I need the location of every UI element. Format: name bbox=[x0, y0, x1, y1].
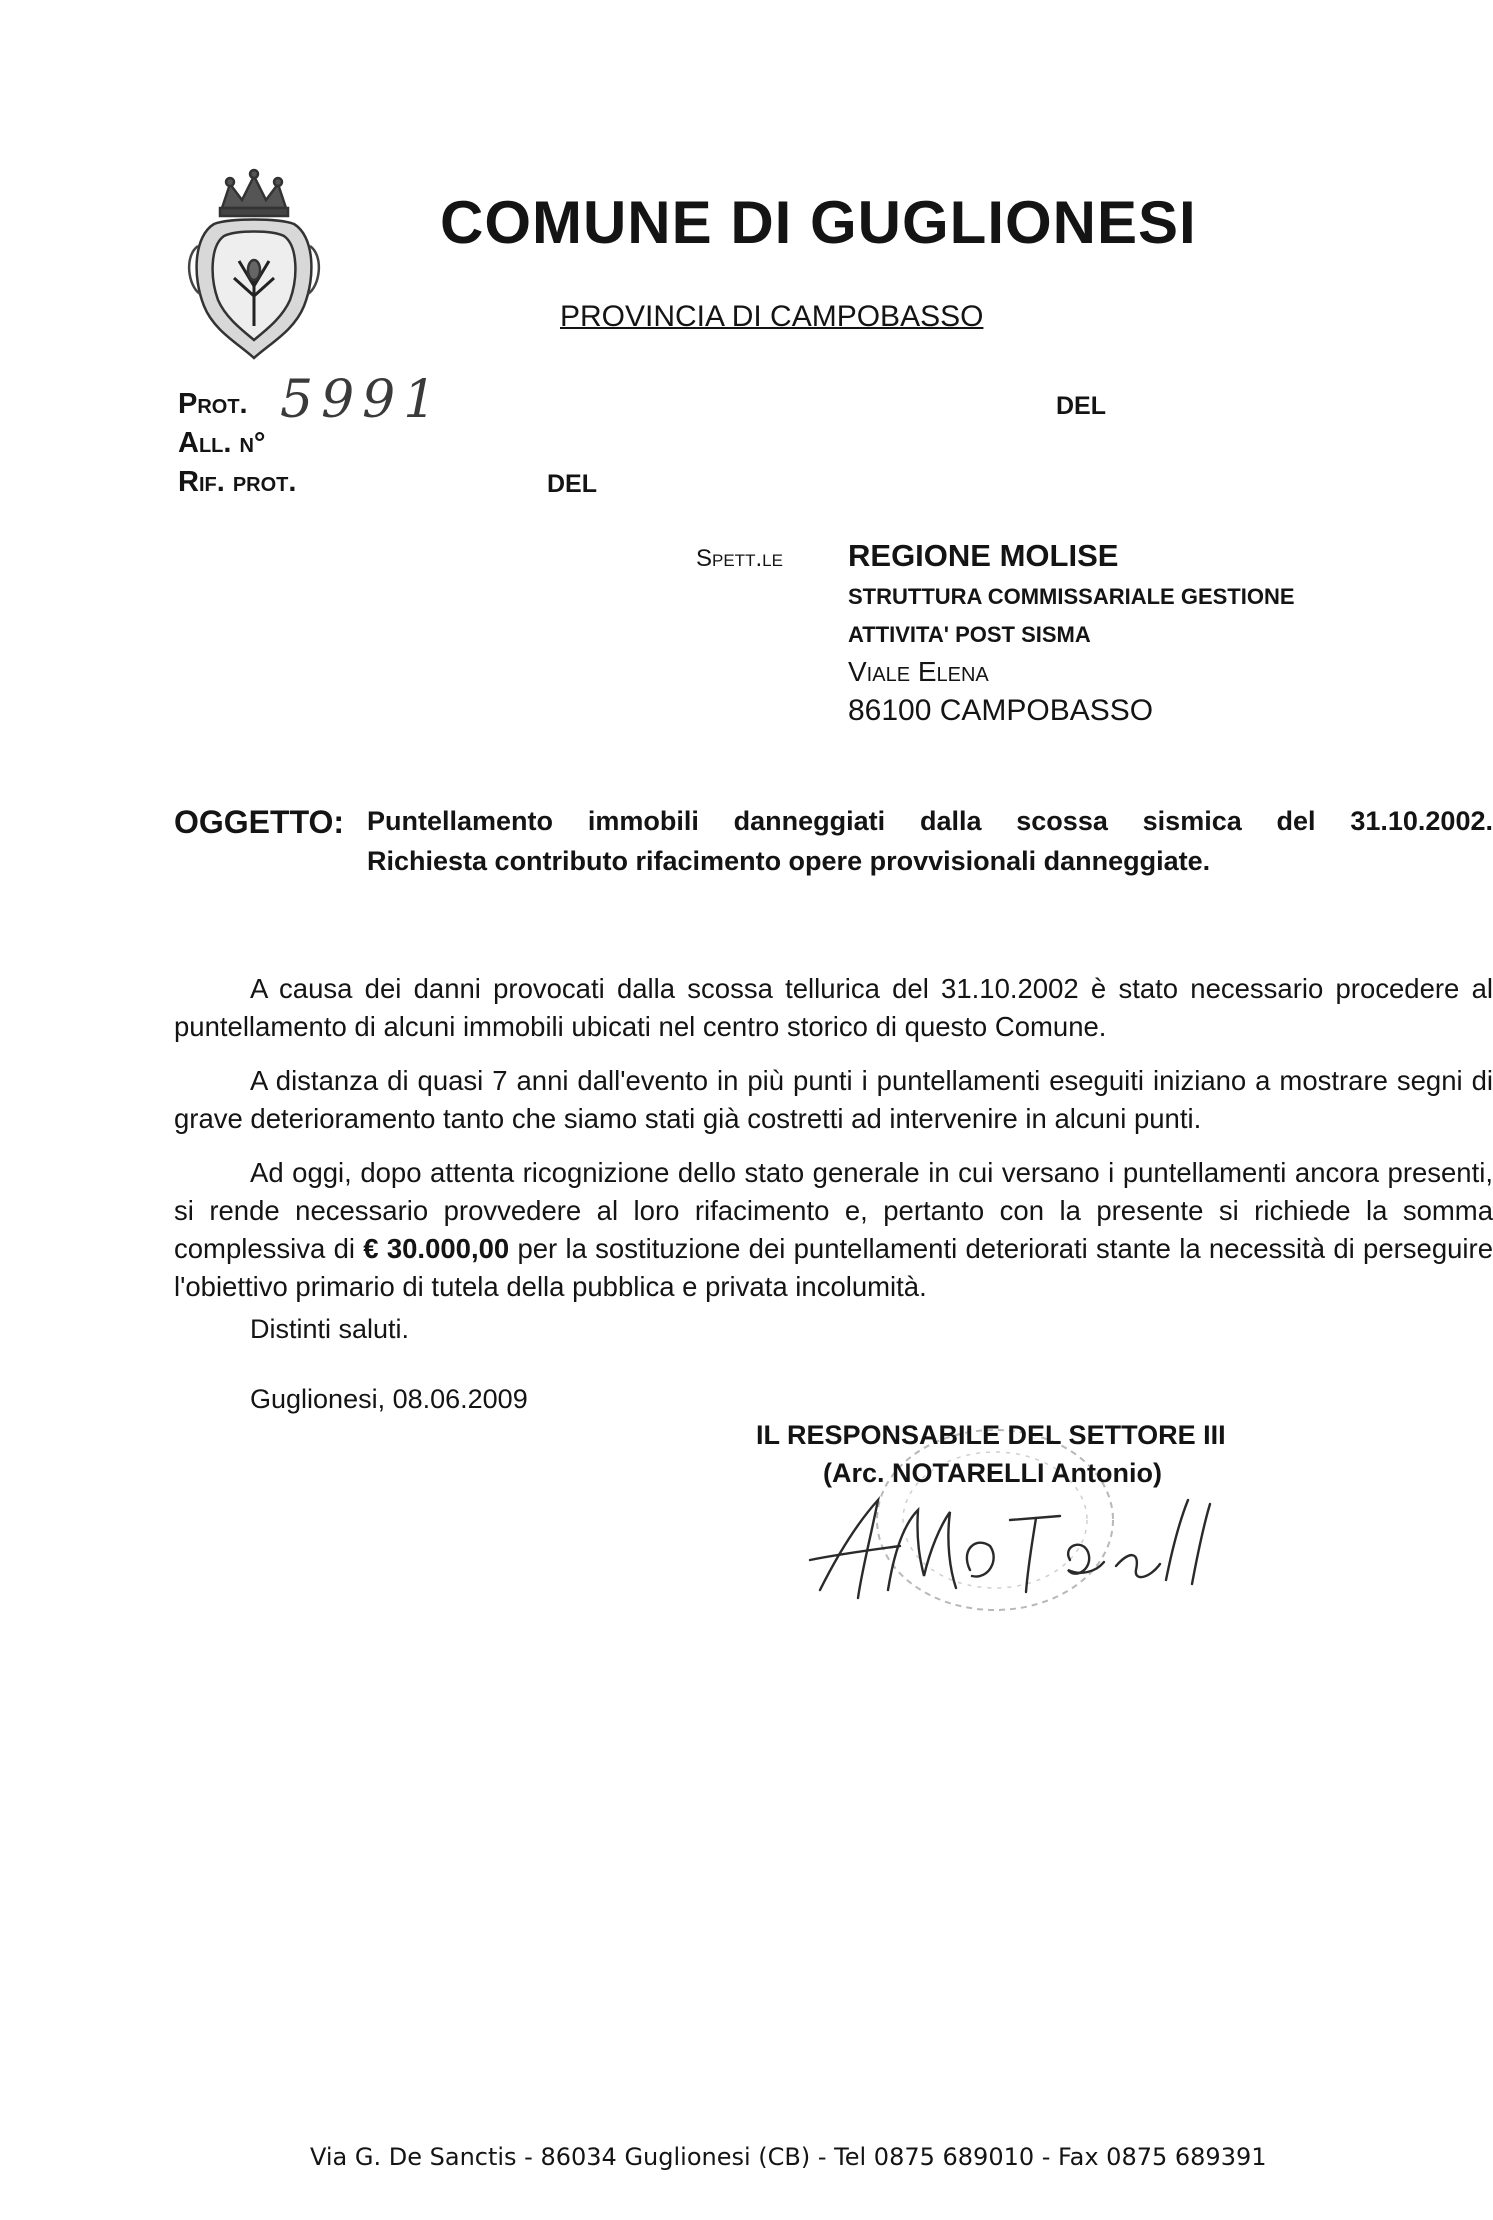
attachment-label: All. n° bbox=[178, 427, 266, 459]
page-title: COMUNE DI GUGLIONESI bbox=[440, 189, 1197, 256]
closing-greeting: Distinti saluti. bbox=[250, 1314, 410, 1344]
body-paragraph-3-end: per la sostituzione dei puntellamenti deteriorati stante la necessità di perseguire l'obiettivo primario di tutela della pubblica e privata incolumità. bbox=[174, 1233, 1493, 1302]
recipient-dept-line1: STRUTTURA COMMISSARIALE GESTIONE bbox=[848, 584, 1295, 609]
province-heading: PROVINCIA DI CAMPOBASSO bbox=[560, 300, 984, 333]
footer-address: Via G. De Sanctis - 86034 Guglionesi (CB) - Tel 0875 689010 - Fax 0875 689391 bbox=[310, 2143, 1267, 2171]
place-date: Guglionesi, 08.06.2009 bbox=[250, 1384, 528, 1414]
body-paragraph-2: A distanza di quasi 7 anni dall'evento in più punti i puntellamenti eseguiti iniziano a mostrare segni di grave deterioramento tanto che siamo stati già costretti ad intervenire in alcuni punti. bbox=[174, 1065, 1493, 1134]
subject-label: OGGETTO: bbox=[174, 804, 345, 840]
body-paragraph-3-start: Ad oggi, dopo attenta ricognizione dello stato generale in cui versano i puntellamenti ancora presenti, si rende necessario provvedere al loro rifacimento e, pertanto con la presente si richiede la somma complessiva di bbox=[174, 1157, 1493, 1264]
recipient-dept-line2: ATTIVITA' POST SISMA bbox=[848, 622, 1091, 647]
municipal-crest-icon bbox=[184, 166, 324, 366]
letter-body bbox=[174, 970, 1493, 1322]
subject-line2: Richiesta contributo rifacimento opere provvisionali danneggiate. bbox=[367, 846, 1211, 876]
reference-date-label: DEL bbox=[547, 470, 597, 498]
date-label: DEL bbox=[1056, 392, 1106, 420]
handwritten-signature bbox=[800, 1480, 1220, 1620]
reference-prot-label: Rif. prot. bbox=[178, 466, 297, 498]
prot-label: Prot. bbox=[178, 388, 248, 420]
recipient-city: 86100 CAMPOBASSO bbox=[848, 694, 1154, 727]
recipient-name: REGIONE MOLISE bbox=[848, 538, 1119, 573]
signatory-name: (Arc. NOTARELLI Antonio) bbox=[823, 1458, 1162, 1488]
requested-amount: € 30.000,00 bbox=[363, 1233, 510, 1264]
recipient-salutation: Spett.le bbox=[696, 545, 783, 572]
handwritten-protocol-number: 5991 bbox=[280, 370, 445, 430]
recipient-street: Viale Elena bbox=[848, 656, 989, 687]
subject-line1: Puntellamento immobili danneggiati dalla scossa sismica del 31.10.2002. bbox=[367, 806, 1493, 836]
body-paragraph-3 bbox=[174, 1154, 1493, 1306]
body-paragraph-1: A causa dei danni provocati dalla scossa tellurica del 31.10.2002 è stato necessario procedere al puntellamento di alcuni immobili ubicati nel centro storico di questo Comune. bbox=[174, 973, 1493, 1042]
signatory-role: IL RESPONSABILE DEL SETTORE III bbox=[756, 1420, 1226, 1450]
